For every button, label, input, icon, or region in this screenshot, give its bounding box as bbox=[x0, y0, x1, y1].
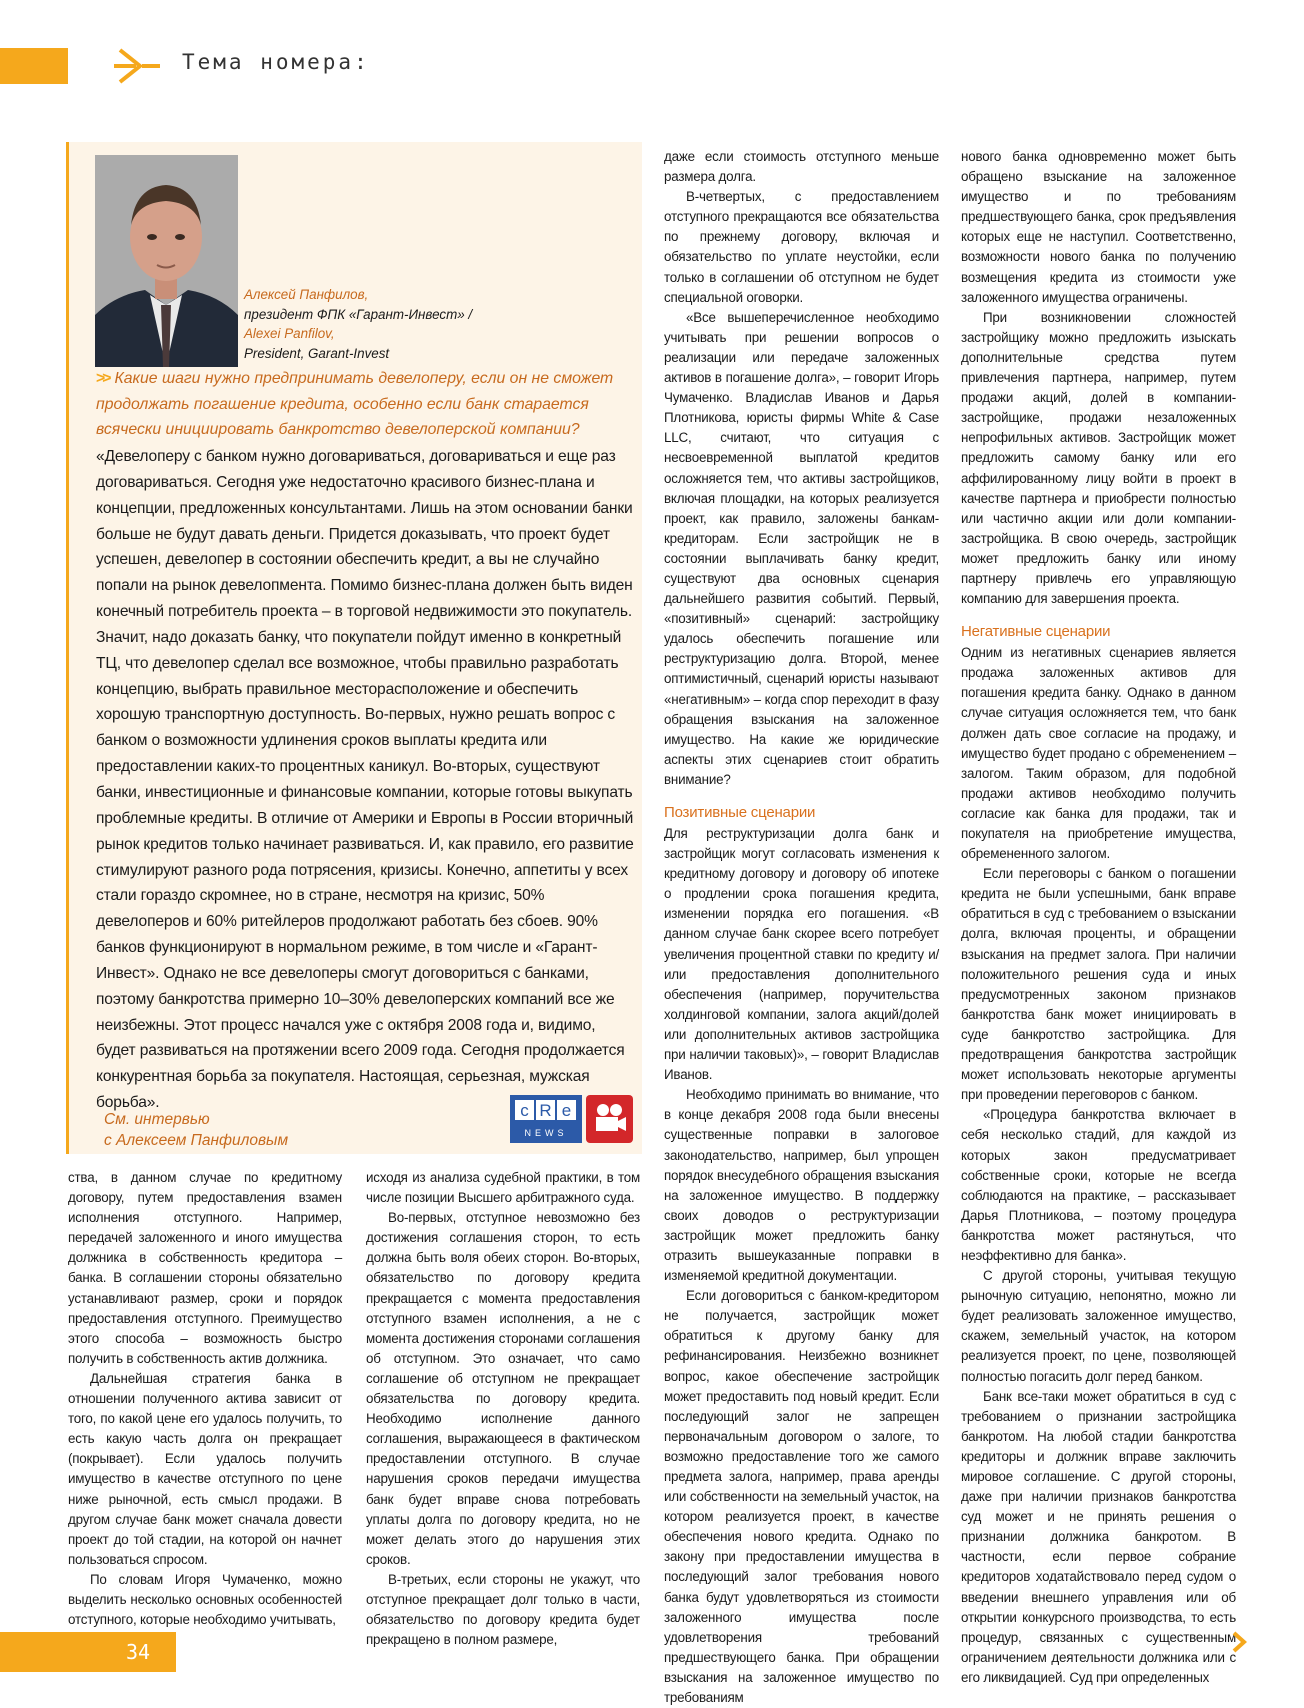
interview-answer: «Девелоперу с банком нужно договариваться, договариваться и еще раз договариваться. Сегодня уже недостаточно красивого бизнес-плана и концепции, предложенных консультантами. Лишь на этом основании банки больше не будут давать деньги. Придется доказывать, что проект будет успешен, девелопер в состоянии обеспечить кредит, а вы не случайно попали на рынок девелопмента. Помимо бизнес-плана должен быть виден конечный потребитель проекта – в торговой недвижимости это покупатель. Значит, надо доказать банку, что покупатели пойдут именно в конкретный ТЦ, что девелопер сделал все возможное, чтобы правильно разработать концепцию, выбрать правильное месторасположение и обеспечить хорошую транспортную доступность. Во-первых, нужно решать вопрос с банком о возможности удлинения сроков выплаты кредита или предоставлении каких-то процентных каникул. Во-вторых, существуют банки, инвестиционные и финансовые компании, которые готовы выкупать проблемные кредиты. В отличие от Америки и Европы в России вторичный рынок кредитов только начинает развиваться. И, как правило, его развитие стимулируют разного рода потрясения, кризисы. Конечно, аппетиты у всех стали гораздо скромнее, но в стране, несмотря на кризис, 50% девелоперов и 60% ритейлеров продолжают работать без сбоев. 90% банков функционируют в нормальном режиме, в том числе и «Гарант-Инвест». Однако не все девелоперы смогут договориться с банками, поэтому банкротства примерно 10–30% девелоперских компаний все же неизбежны. Этот процесс начался уже с октября 2008 года и, видимо, будет развиваться на протяжении всего 2009 года. Сегодня продолжается конкурентная борьба за покупателя. Настоящая, серьезная, мужская борьба». bbox=[96, 448, 634, 1112]
paragraph: Необходимо принимать во внимание, что в конце декабря 2008 года были внесены существенные поправки в залоговое законодательство, например, был упрощен порядок внесудебного обращения взыскания на заложенное имущество. В поддержку своих доводов о реструктуризации застройщик может предложить банку отразить вышеуказанные поправки в изменяемой кредитной документации. bbox=[664, 1087, 939, 1284]
paragraph: По словам Игоря Чумаченко, можно выделить несколько основных особенностей отступного, которые необходимо учитывать, bbox=[68, 1571, 342, 1628]
paragraph: Если договориться с банком-кредитором не получается, застройщик может обратиться к другому банку для рефинансирования. Неизбежно возникнет вопрос, какое обеспечение застройщик может предоставить под новый кредит. Если последующий залог не запрещен первоначальным договором о залоге, то возможно предоставление того же самого предмета залога, например, права аренды или собственности на земельный участок, на котором реализуется проект, в качестве обеспечения нового кредита. Однако по закону при предоставлении имущества в последующий залог требования нового банка будут удовлетворяться из стоимости заложенного имущества после удовлетворения требований предшествующего банка. При обращении взыскания на заложенное имущество по требованиям bbox=[664, 1288, 939, 1706]
arrow-right-icon bbox=[114, 46, 160, 86]
header-accent-bar bbox=[0, 48, 68, 84]
subheading-positive: Позитивные сценарии bbox=[664, 804, 816, 821]
chevron-right-icon bbox=[1230, 1630, 1250, 1654]
subheading-negative: Негативные сценарии bbox=[961, 623, 1111, 641]
paragraph: ства, в данном случае по кредитному договору, путем предоставления взамен исполнения отступного. Например, передачей заложенного и иного имущества должника в собственность кредитора – банка. В соглашении стороны обязательно устанавливают размер, сроки и порядок предоставления отступного. Преимущество этого способа – возможность быстро получить в собственность актив должника. bbox=[68, 1170, 342, 1366]
paragraph: В-третьих, если стороны не укажут, что отступное прекращает долг только в части, обязательство по договору кредита будет прекращено в полном размере, bbox=[366, 1571, 640, 1648]
portrait-photo bbox=[95, 155, 238, 367]
question-text: Какие шаги нужно предпринимать девелоперу, если он не сможет продолжать погашение кредита, особенно если банк старается всячески инициировать банкротство девелоперской компании? bbox=[96, 370, 614, 438]
caption-name-ru: Алексей Панфилов, bbox=[244, 287, 369, 302]
section-title: Тема номера: bbox=[182, 50, 370, 74]
article-column-2 bbox=[366, 1168, 640, 1650]
paragraph: даже если стоимость отступного меньше размера долга. bbox=[664, 149, 939, 185]
article-column-3 bbox=[664, 147, 939, 1708]
paragraph: Одним из негативных сценариев является продажа заложенных активов для погашения кредита банку. Однако в данном случае ситуация осложняется тем, что банк должен дать свое согласие на продажу, и имущество будет продано с обременением – залогом. Таким образом, для подобной продажи активов необходимо получить согласие как банка для продажи, так и покупателя на приобретение имущества, обремененного залогом. bbox=[961, 645, 1236, 862]
paragraph: Дальнейшая стратегия банка в отношении полученного актива зависит от того, по какой цене его удалось получить, то есть какую часть долга он прекращает (покрывает). Если удалось получить имущество в качестве отступного по цене ниже рыночной, есть смысл продажи. В другом случае банк может сначала довести проект до той стадии, на которой он начнет пользоваться спросом. bbox=[68, 1370, 342, 1567]
cre-news-logo[interactable] bbox=[510, 1095, 633, 1143]
see-interview-line1: См. интервью bbox=[104, 1111, 210, 1128]
paragraph: «Все вышеперечисленное необходимо учитывать при решении вопросов о реализации или передаче заложенных активов в погашение долга», – говорит Игорь Чумаченко. Владислав Иванов и Дарья Плотникова, юристы фирмы White & Case LLC, считают, что ситуация с несвоевременной выплатой кредитов осложняется тем, что активы застройщиков, включая площадки, на которых реализуется проект, как правило, заложены банкам-кредиторам. Если застройщик не в состоянии выплачивать банку кредит, существуют два основных сценария дальнейшего развития событий. Первый, «позитивный» сценарий: застройщику удалось обеспечить погашение или реструктуризацию долга. Второй, менее оптимистичный, сценарий юристы называют «негативным» – когда спор переходит в фазу обращения взыскания на заложенное имущество. На какие же юридические аспекты этих сценариев стоит обратить внимание? bbox=[664, 309, 939, 787]
article-column-1 bbox=[68, 1168, 342, 1630]
double-chevron-icon: >> bbox=[96, 370, 109, 387]
page-number: 34 bbox=[126, 1640, 151, 1664]
see-interview-line2: с Алексеем Панфиловым bbox=[104, 1132, 289, 1149]
interview-question bbox=[96, 366, 636, 443]
caption-position-ru: президент ФПК «Гарант-Инвест» / bbox=[244, 306, 473, 322]
logo-letter-r: R bbox=[539, 1101, 552, 1120]
photo-caption bbox=[244, 285, 472, 363]
paragraph: Банк все-таки может обратиться в суд с требованием о признании застройщика банкротом. На любой стадии банкротства кредиторы и должник вправе заключить мировое соглашение. С другой стороны, даже при наличии признаков банкротства суд может и не принять решения о признании должника банкротом. В частности, если первое собрание кредиторов ходатайствовало перед судом о введении внешнего управления или об открытии конкурсного производства, то есть процедур, связанных с существенным ограничением деятельности должника или с его ликвидацией. Суд при определенных bbox=[961, 1388, 1236, 1685]
logo-letter-c: c bbox=[520, 1101, 529, 1120]
logo-letter-e: e bbox=[561, 1101, 572, 1120]
sidebar-rule bbox=[66, 142, 69, 1154]
paragraph: Если переговоры с банком о погашении кредита не были успешными, банк вправе обратиться в суд с требованием о взыскании долга, включая проценты, и обращении взыскания на предмет залога. При наличии положительного решения суда и иных предусмотренных законом признаков банкротства банк может инициировать в суде банкротство застройщика. Для предотвращения банкротства застройщик может использовать некоторые аргументы при проведении переговоров с банком. bbox=[961, 866, 1236, 1103]
caption-position-en: President, Garant-Invest bbox=[244, 345, 390, 361]
article-column-4 bbox=[961, 147, 1236, 1688]
caption-name-en: Alexei Panfilov, bbox=[244, 326, 335, 341]
paragraph: «Процедура банкротства включает в себя несколько стадий, для каждой из которых закон предусматривает собственные сроки, которые не всегда соблюдаются на практике, – рассказывает Дарья Плотникова, – поэтому процедура банкротства может растянуться, что неэффективно для банка». bbox=[961, 1107, 1236, 1263]
paragraph: При возникновении сложностей застройщику можно предложить изыскать дополнительные средства путем привлечения партнера, например, путем продажи акций, долей в компании-застройщике, продажи незаложенных непрофильных активов. Застройщик может предложить самому банку или его аффилированному лицу войти в проект в качестве партнера и приобрести полностью или частично акции или доли компании-застройщика. В свою очередь, застройщик может предложить банку или иному партнеру привлечь его управляющую компанию для завершения проекта. bbox=[961, 309, 1236, 607]
paragraph: Во-первых, отступное невозможно без достижения соглашения сторон, то есть должна быть воля обеих сторон. Во-вторых, обязательство по договору кредита прекращается с момента предоставления отступного взамен исполнения, а не с момента достижения сторонами соглашения об отступном. Это означает, что само соглашение об отступном не прекращает обязательства по договору кредита. Необходимо исполнение данного соглашения, выражающееся в фактическом предоставлении отступного. В случае нарушения сроков передачи имущества банк будет вправе снова потребовать уплаты долга по договору кредита, но не может делать этого до нарушения этих сроков. bbox=[366, 1210, 640, 1567]
paragraph: Для реструктуризации долга банк и застройщик могут согласовать изменения к кредитному договору и договору об ипотеке о продлении срока погашения кредита, изменении порядка его погашения. «В данном случае банк скорее всего потребует увеличения процентной ставки по кредиту и/или предоставления дополнительного обеспечения (например, поручительства холдинговой компании, залога акций/долей или дополнительных активов застройщика при наличии таковых)», – говорит Владислав Иванов. bbox=[664, 826, 939, 1083]
see-interview-link[interactable] bbox=[104, 1109, 288, 1151]
paragraph: С другой стороны, учитывая текущую рыночную ситуацию, непонятно, можно ли будет реализовать заложенное имущество, скажем, земельный участок, на котором реализуется проект, по цене, позволяющей полностью погасить долг перед банком. bbox=[961, 1268, 1236, 1384]
paragraph: нового банка одновременно может быть обращено взыскание на заложенное имущество и по требованиям предшествующего банка, срок предъявления которых еще не наступил. Соответственно, возможности нового банка по получению возмещения кредита из стоимости уже заложенного имущества ограничены. bbox=[961, 149, 1236, 305]
logo-subtitle: NEWS bbox=[524, 1128, 568, 1138]
paragraph: В-четвертых, с предоставлением отступного прекращаются все обязательства по прежнему договору, включая и обязательство по уплате неустойки, если только в соглашении об отступном не будет специальной оговорки. bbox=[664, 189, 939, 305]
paragraph: исходя из анализа судебной практики, в том числе позиции Высшего арбитражного суда. bbox=[366, 1170, 640, 1206]
